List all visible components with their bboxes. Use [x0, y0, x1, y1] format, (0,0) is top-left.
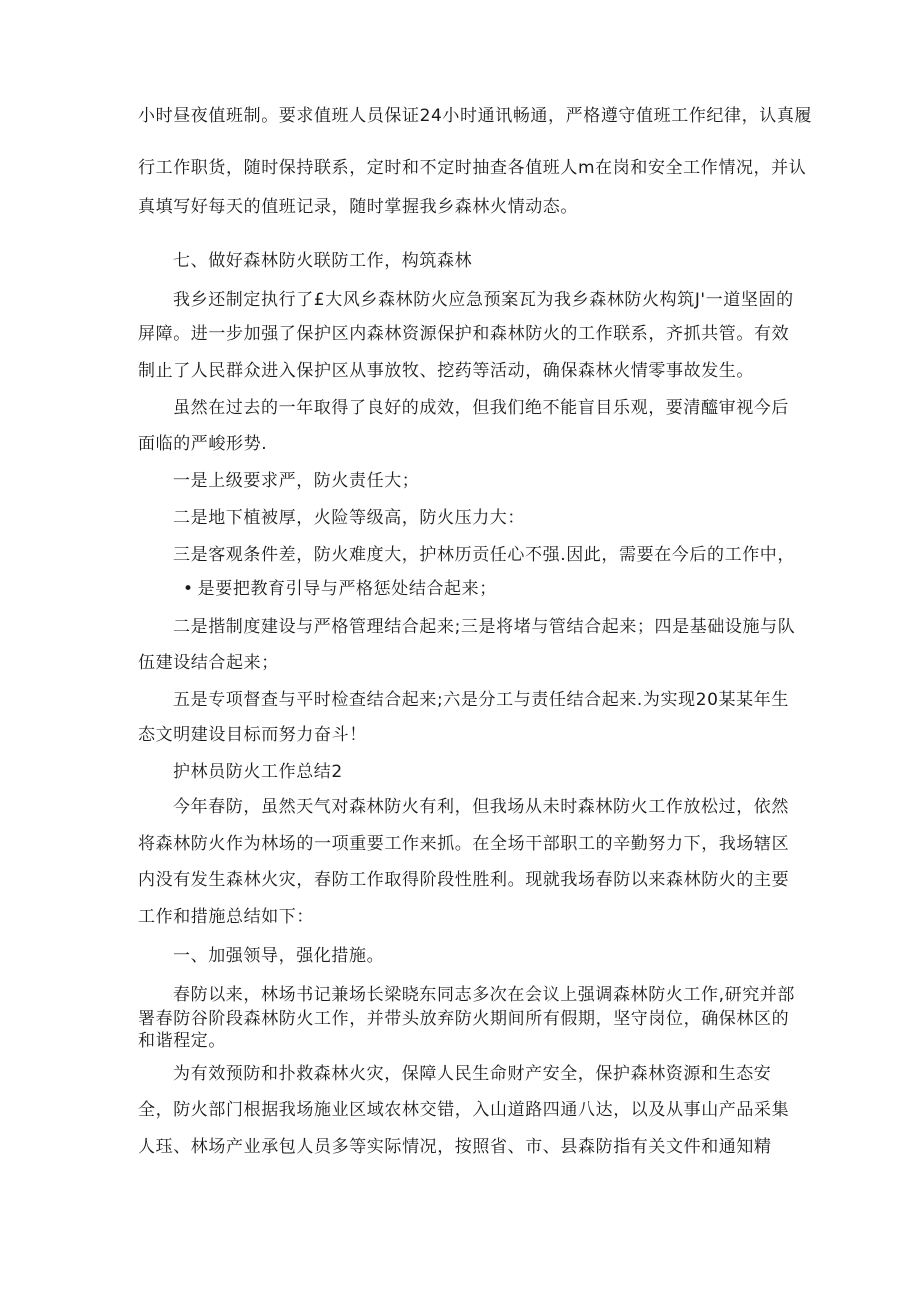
text-line: 二是揩制度建设与严格管理结合起来;三是将堵与管结合起来；四是基础设施与队	[173, 617, 796, 637]
text-line: 和谐程定。	[138, 1031, 226, 1051]
text-line: 为有效预防和扑救森林火灾，保障人民生命财产安全，保护森林资源和生态安	[173, 1064, 772, 1084]
text-line: 人珏、林场产业承包人员多等实际情况，按照省、市、县森防指有关文件和通知精	[138, 1137, 772, 1157]
text-line: 三是客观条件差，防火难度大，护林历贡任心不强.因此，需要在今后的工作中，	[173, 545, 796, 565]
text-line: 全，防火部门根据我场施业区域农林交错，入山道路四通八达，以及从事山产品采集	[138, 1100, 790, 1120]
bullet-icon: •	[183, 579, 194, 599]
text-line: 面临的严峻形势.	[138, 434, 268, 454]
text-line: 将森林防火作为林场的一项重要工作来抓。在全场干部职工的辛勤努力下，我场辖区	[138, 834, 790, 854]
bullet-text: 是要把教育引导与严格惩处结合起来；	[197, 579, 497, 599]
text-line: 态文明建设目标而努力奋斗！	[138, 725, 367, 745]
text-line: 春防以来，林场书记兼场长梁晓东同志多次在会议上强调森林防火工作,研究并部	[173, 985, 796, 1005]
text-line: 真填写好每天的值班记录，随时掌握我乡森林火情动态。	[138, 197, 578, 217]
text-line: 伍建设结合起来；	[138, 653, 279, 673]
text-line: 二是地下植被厚，火险等级高，防火压力大：	[173, 508, 525, 528]
text-line: 工作和措施总结如下：	[138, 907, 314, 927]
text-line: 我乡还制定执行了£大风乡森林防火应急预案瓦为我乡森林防火构筑J'一道坚固的	[173, 290, 794, 310]
text-line: 虽然在过去的一年取得了良好的成效，但我们绝不能盲目乐观，要清醯审视今后	[173, 398, 789, 418]
section-heading: 一、加强领导，强化措施。	[173, 946, 385, 966]
text-line: 五是专项督查与平时检查结合起来;六是分工与责任结合起来.为实现20某某年生	[173, 690, 789, 710]
text-line: 屏障。进一步加强了保护区内森林资源保护和森林防火的工作联系，齐抓共管。有效	[138, 324, 790, 344]
text-line: 制止了人民群众进入保护区从事放牧、挖药等活动，确保森林火情零事故发生。	[138, 361, 754, 381]
text-line: 内没有发生森林火灾，春防工作取得阶段性胜利。现就我场春防以来森林防火的主要	[138, 870, 790, 890]
text-line: 一是上级要求严，防火责任大；	[173, 471, 420, 491]
text-line: 行工作职货，随时保持联系，定时和不定时抽查各值班人m在岗和安全工作情况，并认	[138, 158, 807, 178]
bullet-item	[183, 578, 497, 600]
text-line: 署春防谷阶段森林防火工作，并带头放弃防火期间所有假期，坚守岗位，确保林区的	[138, 1009, 790, 1029]
section-heading: 七、做好森林防火联防工作，构筑森林	[173, 251, 473, 271]
text-line: 小时昼夜值班制。要求值班人员保证24小时通讯畅通，严格遵守值班工作纪律，认真履	[138, 106, 813, 126]
document-subtitle: 护林员防火工作总结2	[173, 762, 343, 782]
text-line: 今年春防，虽然天气对森林防火有利，但我场从未时森林防火工作放松过，依然	[173, 797, 789, 817]
